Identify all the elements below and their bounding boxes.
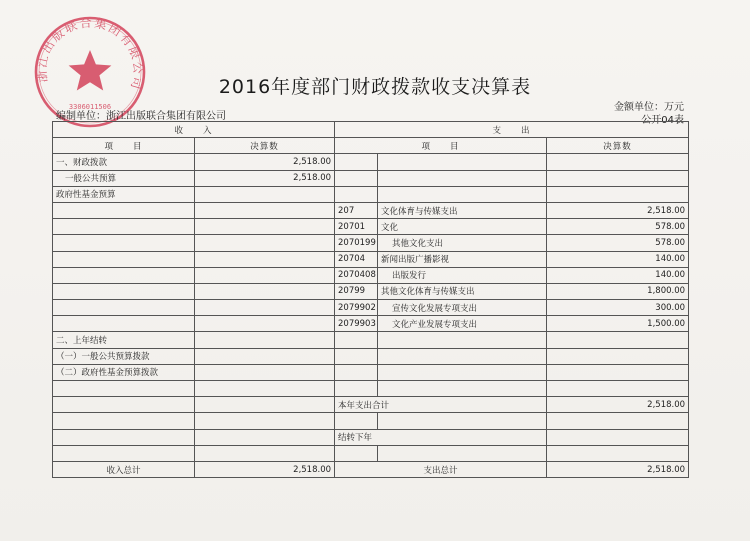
expense-item-cell: 本年支出合计 [335, 397, 547, 413]
expense-item-cell [378, 413, 547, 429]
income-amount-cell [195, 413, 335, 429]
income-item-cell [53, 251, 195, 267]
income-item-cell: 一、财政拨款 [53, 154, 195, 170]
expense-amount-cell: 140.00 [547, 267, 689, 283]
income-item-cell [53, 413, 195, 429]
expense-item-cell [378, 381, 547, 397]
expense-amount-cell [547, 445, 689, 461]
expense-amount-cell: 578.00 [547, 219, 689, 235]
expense-item-cell [378, 348, 547, 364]
expense-amount-cell: 1,500.00 [547, 316, 689, 332]
expense-item-cell [378, 445, 547, 461]
expense-amount-cell: 1,800.00 [547, 283, 689, 299]
expense-code-cell [335, 364, 378, 380]
table-row [53, 316, 689, 332]
expense-amount-cell: 578.00 [547, 235, 689, 251]
expense-code-cell: 2070199 [335, 235, 378, 251]
expense-code-cell [335, 332, 378, 348]
table-column-header-row [53, 138, 689, 154]
expense-item-cell [378, 154, 547, 170]
expense-amount-cell [547, 364, 689, 380]
table-row [53, 202, 689, 218]
expense-item-cell [378, 332, 547, 348]
expense-code-cell: 20799 [335, 283, 378, 299]
expense-code-cell: 2070408 [335, 267, 378, 283]
table-row [53, 413, 689, 429]
expense-code-cell: 2079903 [335, 316, 378, 332]
col-income-item: 项 目 [53, 138, 195, 154]
expense-amount-cell [547, 413, 689, 429]
expense-item-cell [378, 186, 547, 202]
expense-code-cell: 20701 [335, 219, 378, 235]
income-amount-cell [195, 283, 335, 299]
expense-item-cell: 支出总计 [335, 461, 547, 477]
table-row [53, 186, 689, 202]
table-row [53, 381, 689, 397]
expense-item-cell [378, 170, 547, 186]
expense-amount-cell [547, 332, 689, 348]
income-item-cell [53, 219, 195, 235]
unit-label: 金额单位：万元 [614, 102, 684, 113]
table-row [53, 219, 689, 235]
income-item-cell [53, 202, 195, 218]
expense-item-cell [378, 364, 547, 380]
expense-amount-cell [547, 186, 689, 202]
income-amount-cell [195, 300, 335, 316]
expense-code-cell: 207 [335, 202, 378, 218]
table-row [53, 445, 689, 461]
expense-amount-cell: 2,518.00 [547, 202, 689, 218]
expense-code-cell [335, 154, 378, 170]
income-amount-cell [195, 445, 335, 461]
table-row [53, 154, 689, 170]
expense-amount-cell [547, 154, 689, 170]
table-row [53, 429, 689, 445]
income-amount-cell [195, 219, 335, 235]
expense-amount-cell [547, 381, 689, 397]
expense-code-cell [335, 170, 378, 186]
expense-code-cell [335, 186, 378, 202]
budget-table [52, 121, 689, 478]
income-item-cell [53, 267, 195, 283]
income-amount-cell [195, 364, 335, 380]
table-row [53, 170, 689, 186]
expense-amount-cell: 300.00 [547, 300, 689, 316]
expense-amount-cell [547, 429, 689, 445]
table-row [53, 332, 689, 348]
table-row [53, 348, 689, 364]
seal-code: 3306011506 [68, 103, 112, 111]
income-amount-cell [195, 332, 335, 348]
income-item-cell [53, 300, 195, 316]
expense-item-cell: 其他文化体育与传媒支出 [378, 283, 547, 299]
expense-item-cell: 出版发行 [378, 267, 547, 283]
table-row [53, 235, 689, 251]
income-item-cell [53, 316, 195, 332]
income-item-cell [53, 283, 195, 299]
income-item-cell: 政府性基金预算 [53, 186, 195, 202]
income-amount-cell [195, 267, 335, 283]
seal-text: 浙江出版联合集团有限公司 [34, 15, 146, 93]
table-row [53, 461, 689, 477]
income-amount-cell [195, 202, 335, 218]
table-row [53, 267, 689, 283]
expense-amount-cell [547, 170, 689, 186]
col-expense-item: 项 目 [335, 138, 547, 154]
table-row [53, 251, 689, 267]
income-amount-cell [195, 429, 335, 445]
income-amount-cell [195, 381, 335, 397]
table-row [53, 283, 689, 299]
income-item-cell: 收入总计 [53, 461, 195, 477]
income-amount-cell [195, 186, 335, 202]
expense-amount-cell [547, 348, 689, 364]
expense-item-cell: 文化 [378, 219, 547, 235]
income-amount-cell [195, 251, 335, 267]
income-amount-cell: 2,518.00 [195, 170, 335, 186]
income-header: 收 入 [53, 122, 335, 138]
expense-code-cell: 20704 [335, 251, 378, 267]
income-amount-cell [195, 348, 335, 364]
expense-code-cell [335, 445, 378, 461]
income-item-cell: 一般公共预算 [53, 170, 195, 186]
table-row [53, 397, 689, 413]
col-expense-amount: 决算数 [547, 138, 689, 154]
org-label: 编制单位：浙江出版联合集团有限公司 [56, 111, 226, 122]
expense-amount-cell: 2,518.00 [547, 397, 689, 413]
expense-code-cell [335, 413, 378, 429]
income-item-cell [53, 445, 195, 461]
col-income-amount: 决算数 [195, 138, 335, 154]
income-item-cell [53, 429, 195, 445]
expense-item-cell: 文化体育与传媒支出 [378, 202, 547, 218]
expense-header: 支 出 [335, 122, 689, 138]
income-amount-cell: 2,518.00 [195, 154, 335, 170]
expense-code-cell [335, 348, 378, 364]
expense-item-cell: 文化产业发展专项支出 [378, 316, 547, 332]
expense-code-cell: 2079902 [335, 300, 378, 316]
expense-code-cell [335, 381, 378, 397]
expense-item-cell: 新闻出版广播影视 [378, 251, 547, 267]
income-amount-cell [195, 235, 335, 251]
income-amount-cell [195, 316, 335, 332]
income-item-cell [53, 235, 195, 251]
page-title: 2016年度部门财政拨款收支决算表 [218, 76, 532, 98]
table-section-header-row [53, 122, 689, 138]
income-item-cell [53, 381, 195, 397]
table-row [53, 300, 689, 316]
expense-item-cell: 结转下年 [335, 429, 547, 445]
income-amount-cell: 2,518.00 [195, 461, 335, 477]
expense-item-cell: 宣传文化发展专项支出 [378, 300, 547, 316]
income-item-cell: 二、上年结转 [53, 332, 195, 348]
income-item-cell: （二）政府性基金预算拨款 [53, 364, 195, 380]
expense-amount-cell: 2,518.00 [547, 461, 689, 477]
income-item-cell [53, 397, 195, 413]
income-item-cell: （一）一般公共预算拨款 [53, 348, 195, 364]
table-row [53, 364, 689, 380]
expense-item-cell: 其他文化支出 [378, 235, 547, 251]
income-amount-cell [195, 397, 335, 413]
form-code: 公开04表 [641, 115, 684, 126]
expense-amount-cell: 140.00 [547, 251, 689, 267]
